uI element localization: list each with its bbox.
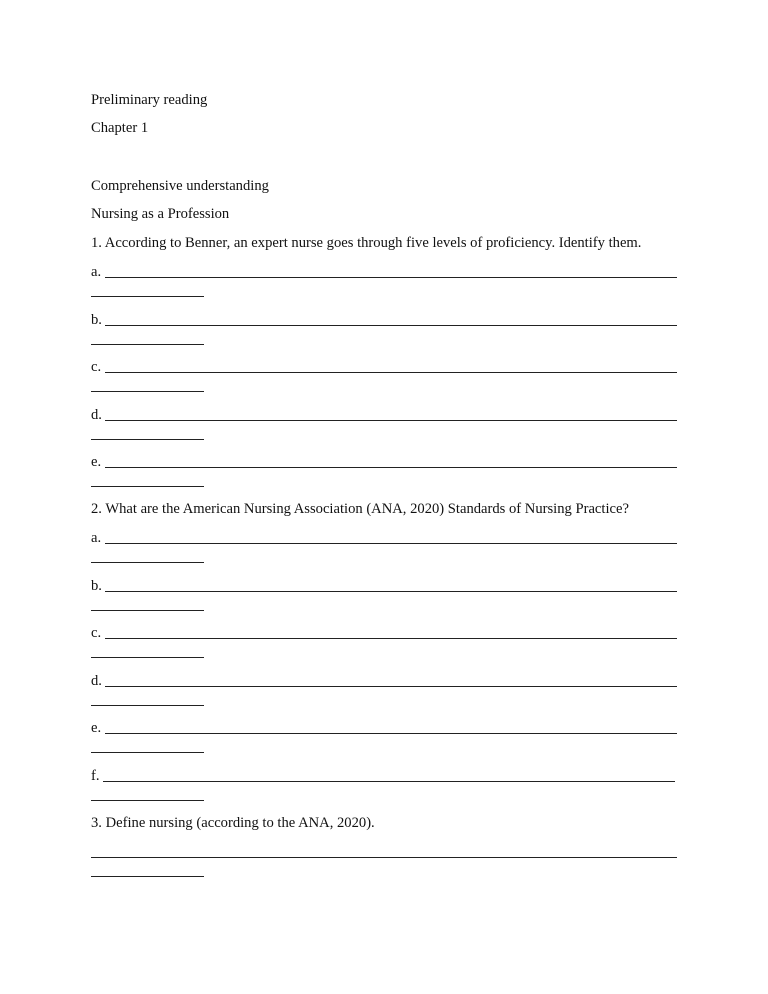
q2-item-b-label: b.: [91, 578, 102, 594]
q2-item-c-answer-line[interactable]: [105, 638, 677, 639]
q2-item-d-answer-line[interactable]: [105, 686, 677, 687]
q1-item-d-label: d.: [91, 407, 102, 423]
q2-item-f-answer-line[interactable]: [103, 781, 675, 782]
q2-item-a-answer-line-cont[interactable]: [91, 562, 204, 563]
q1-item-a-answer-line-cont[interactable]: [91, 296, 204, 297]
q2-item-d-label: d.: [91, 673, 102, 689]
question-3-text: 3. Define nursing (according to the ANA, 2020).: [91, 815, 375, 831]
q1-item-a-answer-line[interactable]: [105, 277, 677, 278]
q2-item-b-answer-line[interactable]: [105, 591, 677, 592]
q1-item-a-label: a.: [91, 264, 102, 280]
q1-item-e-answer-line-cont[interactable]: [91, 486, 204, 487]
q2-item-e-answer-line[interactable]: [105, 733, 677, 734]
q2-item-d-answer-line-cont[interactable]: [91, 705, 204, 706]
chapter-label: Chapter 1: [91, 120, 149, 136]
q3-answer-line[interactable]: [91, 857, 677, 858]
q1-item-d-answer-line[interactable]: [105, 420, 677, 421]
preliminary-reading-label: Preliminary reading: [91, 92, 208, 108]
q2-item-a-answer-line[interactable]: [105, 543, 677, 544]
q2-item-c-answer-line-cont[interactable]: [91, 657, 204, 658]
question-2-text: 2. What are the American Nursing Association (ANA, 2020) Standards of Nursing Practice?: [91, 501, 629, 517]
q2-item-f-label: f.: [91, 768, 100, 784]
q1-item-b-label: b.: [91, 312, 102, 328]
q1-item-e-label: e.: [91, 454, 102, 470]
q2-item-b-answer-line-cont[interactable]: [91, 610, 204, 611]
q1-item-b-answer-line[interactable]: [105, 325, 677, 326]
q1-item-d-answer-line-cont[interactable]: [91, 439, 204, 440]
q2-item-a-label: a.: [91, 530, 102, 546]
q1-item-b-answer-line-cont[interactable]: [91, 344, 204, 345]
q2-item-e-label: e.: [91, 720, 102, 736]
section-subheading: Nursing as a Profession: [91, 206, 230, 222]
section-heading: Comprehensive understanding: [91, 178, 269, 194]
q1-item-c-answer-line-cont[interactable]: [91, 391, 204, 392]
q1-item-c-label: c.: [91, 359, 102, 375]
q2-item-c-label: c.: [91, 625, 102, 641]
q2-item-e-answer-line-cont[interactable]: [91, 752, 204, 753]
q1-item-e-answer-line[interactable]: [105, 467, 677, 468]
q1-item-c-answer-line[interactable]: [105, 372, 677, 373]
q2-item-f-answer-line-cont[interactable]: [91, 800, 204, 801]
question-1-text: 1. According to Benner, an expert nurse goes through five levels of proficiency. Identify them.: [91, 235, 642, 251]
q3-answer-line-cont[interactable]: [91, 876, 204, 877]
